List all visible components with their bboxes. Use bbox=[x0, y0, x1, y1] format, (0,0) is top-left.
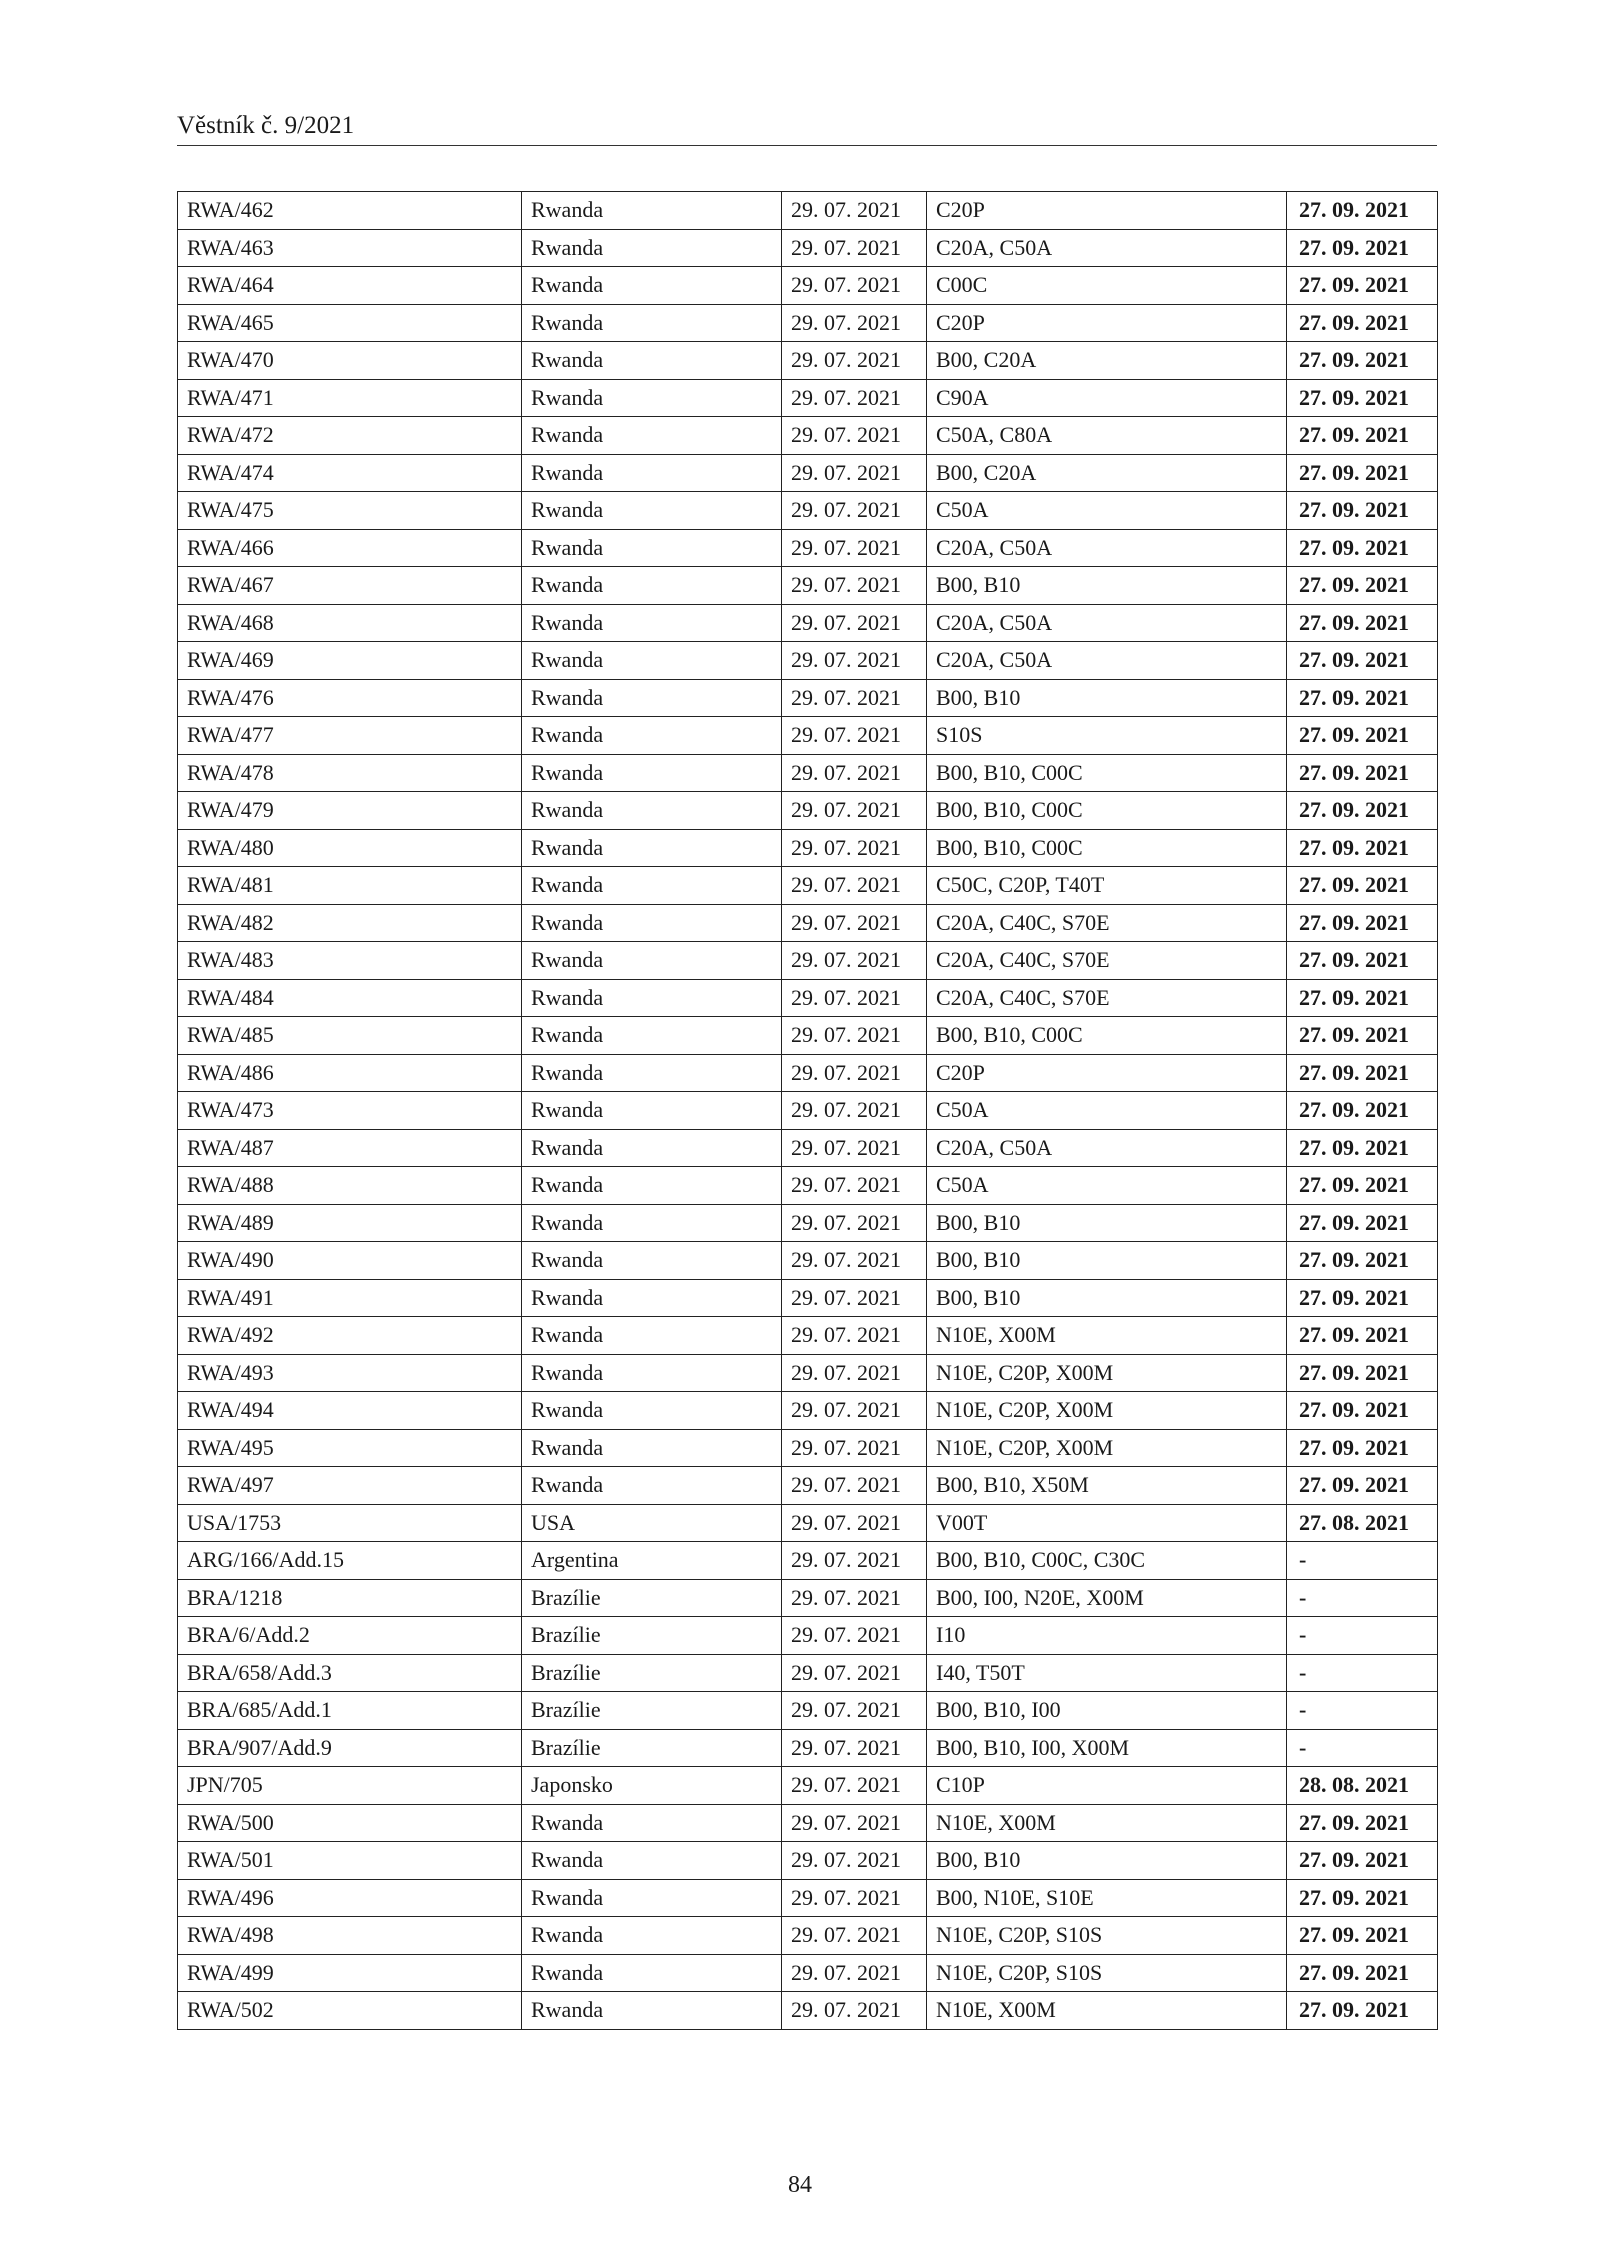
cell-date: 29. 07. 2021 bbox=[782, 754, 927, 792]
cell-country: Brazílie bbox=[522, 1579, 782, 1617]
cell-country: Rwanda bbox=[522, 1842, 782, 1880]
cell-date: 29. 07. 2021 bbox=[782, 1542, 927, 1580]
cell-ics: C20P bbox=[927, 1054, 1287, 1092]
table-row bbox=[178, 1242, 1438, 1280]
cell-deadline: 27. 09. 2021 bbox=[1287, 1467, 1438, 1505]
table-row bbox=[178, 1204, 1438, 1242]
cell-code: RWA/480 bbox=[178, 829, 522, 867]
cell-ics: V00T bbox=[927, 1504, 1287, 1542]
cell-country: Rwanda bbox=[522, 1992, 782, 2030]
cell-deadline: 27. 08. 2021 bbox=[1287, 1504, 1438, 1542]
table-row bbox=[178, 1767, 1438, 1805]
table-row bbox=[178, 229, 1438, 267]
cell-ics: N10E, C20P, S10S bbox=[927, 1954, 1287, 1992]
cell-country: Rwanda bbox=[522, 867, 782, 905]
cell-date: 29. 07. 2021 bbox=[782, 304, 927, 342]
table-row bbox=[178, 379, 1438, 417]
cell-deadline: 27. 09. 2021 bbox=[1287, 1092, 1438, 1130]
cell-ics: B00, B10 bbox=[927, 1842, 1287, 1880]
cell-deadline: 27. 09. 2021 bbox=[1287, 1954, 1438, 1992]
table-row bbox=[178, 1617, 1438, 1655]
cell-code: RWA/462 bbox=[178, 192, 522, 230]
cell-ics: C20A, C50A bbox=[927, 1129, 1287, 1167]
cell-date: 29. 07. 2021 bbox=[782, 1954, 927, 1992]
cell-date: 29. 07. 2021 bbox=[782, 1092, 927, 1130]
cell-country: Brazílie bbox=[522, 1617, 782, 1655]
cell-date: 29. 07. 2021 bbox=[782, 267, 927, 305]
cell-code: RWA/463 bbox=[178, 229, 522, 267]
cell-ics: C20A, C50A bbox=[927, 529, 1287, 567]
cell-code: RWA/471 bbox=[178, 379, 522, 417]
cell-ics: B00, C20A bbox=[927, 342, 1287, 380]
cell-date: 29. 07. 2021 bbox=[782, 904, 927, 942]
cell-country: Rwanda bbox=[522, 904, 782, 942]
cell-date: 29. 07. 2021 bbox=[782, 1654, 927, 1692]
cell-code: BRA/685/Add.1 bbox=[178, 1692, 522, 1730]
cell-date: 29. 07. 2021 bbox=[782, 1767, 927, 1805]
cell-ics: C50A bbox=[927, 1092, 1287, 1130]
table-row bbox=[178, 1729, 1438, 1767]
cell-country: Brazílie bbox=[522, 1654, 782, 1692]
cell-date: 29. 07. 2021 bbox=[782, 342, 927, 380]
cell-code: RWA/474 bbox=[178, 454, 522, 492]
cell-deadline: 27. 09. 2021 bbox=[1287, 979, 1438, 1017]
table-row bbox=[178, 1692, 1438, 1730]
table-row bbox=[178, 1354, 1438, 1392]
cell-code: RWA/477 bbox=[178, 717, 522, 755]
cell-country: Argentina bbox=[522, 1542, 782, 1580]
cell-date: 29. 07. 2021 bbox=[782, 1054, 927, 1092]
table-row bbox=[178, 1017, 1438, 1055]
cell-deadline: 27. 09. 2021 bbox=[1287, 454, 1438, 492]
cell-code: RWA/502 bbox=[178, 1992, 522, 2030]
cell-ics: B00, C20A bbox=[927, 454, 1287, 492]
table-body bbox=[178, 192, 1438, 2030]
cell-country: Rwanda bbox=[522, 1954, 782, 1992]
cell-date: 29. 07. 2021 bbox=[782, 867, 927, 905]
cell-date: 29. 07. 2021 bbox=[782, 1017, 927, 1055]
cell-code: RWA/482 bbox=[178, 904, 522, 942]
cell-country: Rwanda bbox=[522, 267, 782, 305]
cell-country: Rwanda bbox=[522, 192, 782, 230]
table-row bbox=[178, 1054, 1438, 1092]
table-row bbox=[178, 1392, 1438, 1430]
cell-code: RWA/468 bbox=[178, 604, 522, 642]
table-row bbox=[178, 1429, 1438, 1467]
table-row bbox=[178, 1992, 1438, 2030]
cell-code: RWA/500 bbox=[178, 1804, 522, 1842]
cell-country: Rwanda bbox=[522, 1017, 782, 1055]
cell-country: Rwanda bbox=[522, 1467, 782, 1505]
table-row bbox=[178, 792, 1438, 830]
cell-deadline: 27. 09. 2021 bbox=[1287, 604, 1438, 642]
cell-ics: B00, B10 bbox=[927, 1242, 1287, 1280]
cell-ics: C20A, C50A bbox=[927, 229, 1287, 267]
cell-date: 29. 07. 2021 bbox=[782, 1242, 927, 1280]
cell-deadline: 27. 09. 2021 bbox=[1287, 1129, 1438, 1167]
cell-country: Rwanda bbox=[522, 1242, 782, 1280]
table-row bbox=[178, 267, 1438, 305]
table-row bbox=[178, 1317, 1438, 1355]
cell-deadline: 27. 09. 2021 bbox=[1287, 679, 1438, 717]
cell-code: RWA/493 bbox=[178, 1354, 522, 1392]
cell-deadline: 27. 09. 2021 bbox=[1287, 1279, 1438, 1317]
cell-date: 29. 07. 2021 bbox=[782, 454, 927, 492]
cell-date: 29. 07. 2021 bbox=[782, 1617, 927, 1655]
table-row bbox=[178, 1954, 1438, 1992]
cell-date: 29. 07. 2021 bbox=[782, 1917, 927, 1955]
cell-code: RWA/464 bbox=[178, 267, 522, 305]
cell-ics: C20A, C50A bbox=[927, 604, 1287, 642]
table-row bbox=[178, 1167, 1438, 1205]
cell-ics: B00, B10, I00 bbox=[927, 1692, 1287, 1730]
cell-ics: N10E, X00M bbox=[927, 1992, 1287, 2030]
cell-country: Brazílie bbox=[522, 1692, 782, 1730]
cell-date: 29. 07. 2021 bbox=[782, 1804, 927, 1842]
cell-country: Rwanda bbox=[522, 229, 782, 267]
cell-ics: C50C, C20P, T40T bbox=[927, 867, 1287, 905]
cell-date: 29. 07. 2021 bbox=[782, 1879, 927, 1917]
cell-deadline: 27. 09. 2021 bbox=[1287, 342, 1438, 380]
cell-deadline: - bbox=[1287, 1692, 1438, 1730]
cell-code: RWA/472 bbox=[178, 417, 522, 455]
cell-date: 29. 07. 2021 bbox=[782, 792, 927, 830]
cell-country: Rwanda bbox=[522, 454, 782, 492]
journal-header: Věstník č. 9/2021 bbox=[177, 112, 355, 139]
cell-code: ARG/166/Add.15 bbox=[178, 1542, 522, 1580]
table-row bbox=[178, 1542, 1438, 1580]
cell-deadline: 27. 09. 2021 bbox=[1287, 379, 1438, 417]
cell-code: RWA/469 bbox=[178, 642, 522, 680]
cell-code: RWA/498 bbox=[178, 1917, 522, 1955]
cell-ics: N10E, X00M bbox=[927, 1804, 1287, 1842]
cell-ics: S10S bbox=[927, 717, 1287, 755]
cell-code: RWA/492 bbox=[178, 1317, 522, 1355]
cell-deadline: - bbox=[1287, 1542, 1438, 1580]
cell-code: BRA/658/Add.3 bbox=[178, 1654, 522, 1692]
cell-code: RWA/494 bbox=[178, 1392, 522, 1430]
cell-date: 29. 07. 2021 bbox=[782, 1729, 927, 1767]
cell-deadline: 27. 09. 2021 bbox=[1287, 867, 1438, 905]
cell-country: Rwanda bbox=[522, 604, 782, 642]
cell-deadline: - bbox=[1287, 1654, 1438, 1692]
table-row bbox=[178, 342, 1438, 380]
cell-code: RWA/483 bbox=[178, 942, 522, 980]
cell-country: Rwanda bbox=[522, 1167, 782, 1205]
table-row bbox=[178, 1092, 1438, 1130]
table-row bbox=[178, 454, 1438, 492]
table-row bbox=[178, 567, 1438, 605]
cell-ics: C50A bbox=[927, 1167, 1287, 1205]
cell-country: Rwanda bbox=[522, 1317, 782, 1355]
header-rule bbox=[177, 145, 1437, 146]
cell-ics: N10E, C20P, S10S bbox=[927, 1917, 1287, 1955]
table-row bbox=[178, 1467, 1438, 1505]
cell-deadline: 27. 09. 2021 bbox=[1287, 1429, 1438, 1467]
cell-code: BRA/6/Add.2 bbox=[178, 1617, 522, 1655]
cell-code: RWA/465 bbox=[178, 304, 522, 342]
table-row bbox=[178, 1279, 1438, 1317]
cell-country: Japonsko bbox=[522, 1767, 782, 1805]
table-row bbox=[178, 942, 1438, 980]
cell-date: 29. 07. 2021 bbox=[782, 1579, 927, 1617]
cell-country: Rwanda bbox=[522, 342, 782, 380]
cell-country: Rwanda bbox=[522, 1054, 782, 1092]
cell-deadline: 27. 09. 2021 bbox=[1287, 642, 1438, 680]
cell-country: Rwanda bbox=[522, 417, 782, 455]
cell-date: 29. 07. 2021 bbox=[782, 604, 927, 642]
table-row bbox=[178, 1842, 1438, 1880]
cell-country: Rwanda bbox=[522, 304, 782, 342]
table-row bbox=[178, 979, 1438, 1017]
notifications-table bbox=[177, 191, 1438, 2030]
cell-deadline: 27. 09. 2021 bbox=[1287, 567, 1438, 605]
cell-date: 29. 07. 2021 bbox=[782, 492, 927, 530]
cell-ics: C20A, C40C, S70E bbox=[927, 979, 1287, 1017]
cell-ics: B00, B10, C00C bbox=[927, 1017, 1287, 1055]
cell-ics: B00, I00, N20E, X00M bbox=[927, 1579, 1287, 1617]
cell-ics: I40, T50T bbox=[927, 1654, 1287, 1692]
cell-country: Rwanda bbox=[522, 492, 782, 530]
cell-code: RWA/486 bbox=[178, 1054, 522, 1092]
cell-deadline: 27. 09. 2021 bbox=[1287, 792, 1438, 830]
cell-deadline: 27. 09. 2021 bbox=[1287, 1167, 1438, 1205]
cell-ics: B00, B10 bbox=[927, 1204, 1287, 1242]
cell-deadline: 27. 09. 2021 bbox=[1287, 1392, 1438, 1430]
cell-date: 29. 07. 2021 bbox=[782, 1467, 927, 1505]
cell-code: RWA/478 bbox=[178, 754, 522, 792]
cell-code: RWA/488 bbox=[178, 1167, 522, 1205]
cell-code: RWA/497 bbox=[178, 1467, 522, 1505]
cell-code: RWA/501 bbox=[178, 1842, 522, 1880]
cell-deadline: 27. 09. 2021 bbox=[1287, 754, 1438, 792]
cell-date: 29. 07. 2021 bbox=[782, 379, 927, 417]
table-row bbox=[178, 304, 1438, 342]
cell-date: 29. 07. 2021 bbox=[782, 829, 927, 867]
cell-ics: I10 bbox=[927, 1617, 1287, 1655]
table-row bbox=[178, 1879, 1438, 1917]
cell-deadline: 27. 09. 2021 bbox=[1287, 829, 1438, 867]
table-row bbox=[178, 829, 1438, 867]
cell-deadline: 27. 09. 2021 bbox=[1287, 1842, 1438, 1880]
cell-code: JPN/705 bbox=[178, 1767, 522, 1805]
cell-date: 29. 07. 2021 bbox=[782, 1504, 927, 1542]
cell-date: 29. 07. 2021 bbox=[782, 1167, 927, 1205]
cell-code: BRA/1218 bbox=[178, 1579, 522, 1617]
cell-date: 29. 07. 2021 bbox=[782, 529, 927, 567]
cell-country: Rwanda bbox=[522, 1804, 782, 1842]
cell-country: Rwanda bbox=[522, 529, 782, 567]
cell-deadline: 27. 09. 2021 bbox=[1287, 1204, 1438, 1242]
cell-deadline: 27. 09. 2021 bbox=[1287, 1017, 1438, 1055]
cell-code: RWA/489 bbox=[178, 1204, 522, 1242]
table-row bbox=[178, 679, 1438, 717]
cell-deadline: 27. 09. 2021 bbox=[1287, 1992, 1438, 2030]
cell-ics: C20A, C40C, S70E bbox=[927, 942, 1287, 980]
table-row bbox=[178, 604, 1438, 642]
cell-code: RWA/467 bbox=[178, 567, 522, 605]
cell-code: BRA/907/Add.9 bbox=[178, 1729, 522, 1767]
cell-code: RWA/479 bbox=[178, 792, 522, 830]
cell-ics: B00, B10, C00C bbox=[927, 754, 1287, 792]
cell-ics: C90A bbox=[927, 379, 1287, 417]
cell-deadline: 27. 09. 2021 bbox=[1287, 1917, 1438, 1955]
cell-deadline: - bbox=[1287, 1579, 1438, 1617]
cell-deadline: 27. 09. 2021 bbox=[1287, 192, 1438, 230]
cell-ics: B00, N10E, S10E bbox=[927, 1879, 1287, 1917]
cell-country: Rwanda bbox=[522, 1129, 782, 1167]
cell-code: RWA/481 bbox=[178, 867, 522, 905]
cell-country: Rwanda bbox=[522, 754, 782, 792]
cell-country: Rwanda bbox=[522, 1354, 782, 1392]
cell-date: 29. 07. 2021 bbox=[782, 1429, 927, 1467]
cell-deadline: 27. 09. 2021 bbox=[1287, 1879, 1438, 1917]
cell-country: Rwanda bbox=[522, 1879, 782, 1917]
cell-code: RWA/495 bbox=[178, 1429, 522, 1467]
cell-code: RWA/473 bbox=[178, 1092, 522, 1130]
cell-ics: B00, B10, C00C, C30C bbox=[927, 1542, 1287, 1580]
cell-date: 29. 07. 2021 bbox=[782, 1392, 927, 1430]
table-row bbox=[178, 1504, 1438, 1542]
cell-code: RWA/491 bbox=[178, 1279, 522, 1317]
cell-code: RWA/487 bbox=[178, 1129, 522, 1167]
cell-ics: B00, B10, X50M bbox=[927, 1467, 1287, 1505]
cell-ics: C50A bbox=[927, 492, 1287, 530]
cell-code: RWA/470 bbox=[178, 342, 522, 380]
table-row bbox=[178, 717, 1438, 755]
page-number: 84 bbox=[788, 2172, 812, 2198]
cell-ics: B00, B10, I00, X00M bbox=[927, 1729, 1287, 1767]
cell-ics: B00, B10, C00C bbox=[927, 792, 1287, 830]
cell-code: RWA/485 bbox=[178, 1017, 522, 1055]
table-row bbox=[178, 1579, 1438, 1617]
cell-date: 29. 07. 2021 bbox=[782, 1129, 927, 1167]
cell-country: Rwanda bbox=[522, 942, 782, 980]
cell-date: 29. 07. 2021 bbox=[782, 979, 927, 1017]
cell-date: 29. 07. 2021 bbox=[782, 1992, 927, 2030]
table-row bbox=[178, 1129, 1438, 1167]
cell-country: Rwanda bbox=[522, 679, 782, 717]
cell-deadline: 27. 09. 2021 bbox=[1287, 1317, 1438, 1355]
cell-ics: N10E, C20P, X00M bbox=[927, 1392, 1287, 1430]
cell-deadline: - bbox=[1287, 1729, 1438, 1767]
cell-deadline: 27. 09. 2021 bbox=[1287, 942, 1438, 980]
cell-country: USA bbox=[522, 1504, 782, 1542]
cell-deadline: 27. 09. 2021 bbox=[1287, 267, 1438, 305]
table-row bbox=[178, 192, 1438, 230]
cell-date: 29. 07. 2021 bbox=[782, 1354, 927, 1392]
cell-deadline: 27. 09. 2021 bbox=[1287, 904, 1438, 942]
cell-ics: B00, B10, C00C bbox=[927, 829, 1287, 867]
cell-date: 29. 07. 2021 bbox=[782, 1842, 927, 1880]
cell-date: 29. 07. 2021 bbox=[782, 679, 927, 717]
cell-date: 29. 07. 2021 bbox=[782, 229, 927, 267]
cell-date: 29. 07. 2021 bbox=[782, 1317, 927, 1355]
cell-country: Rwanda bbox=[522, 567, 782, 605]
cell-deadline: 27. 09. 2021 bbox=[1287, 1054, 1438, 1092]
cell-deadline: 27. 09. 2021 bbox=[1287, 717, 1438, 755]
cell-country: Rwanda bbox=[522, 792, 782, 830]
cell-ics: C20P bbox=[927, 192, 1287, 230]
cell-ics: C10P bbox=[927, 1767, 1287, 1805]
cell-date: 29. 07. 2021 bbox=[782, 717, 927, 755]
cell-country: Rwanda bbox=[522, 1279, 782, 1317]
table-row bbox=[178, 529, 1438, 567]
cell-deadline: 27. 09. 2021 bbox=[1287, 417, 1438, 455]
cell-code: RWA/499 bbox=[178, 1954, 522, 1992]
table-row bbox=[178, 867, 1438, 905]
cell-code: RWA/466 bbox=[178, 529, 522, 567]
cell-ics: C00C bbox=[927, 267, 1287, 305]
cell-code: RWA/484 bbox=[178, 979, 522, 1017]
cell-country: Rwanda bbox=[522, 1204, 782, 1242]
cell-deadline: 28. 08. 2021 bbox=[1287, 1767, 1438, 1805]
cell-country: Rwanda bbox=[522, 1429, 782, 1467]
table-row bbox=[178, 904, 1438, 942]
cell-deadline: 27. 09. 2021 bbox=[1287, 1804, 1438, 1842]
cell-code: USA/1753 bbox=[178, 1504, 522, 1542]
cell-country: Rwanda bbox=[522, 829, 782, 867]
table-row bbox=[178, 1654, 1438, 1692]
cell-ics: B00, B10 bbox=[927, 567, 1287, 605]
cell-date: 29. 07. 2021 bbox=[782, 192, 927, 230]
cell-country: Brazílie bbox=[522, 1729, 782, 1767]
cell-ics: B00, B10 bbox=[927, 679, 1287, 717]
table-row bbox=[178, 417, 1438, 455]
cell-deadline: 27. 09. 2021 bbox=[1287, 492, 1438, 530]
cell-deadline: 27. 09. 2021 bbox=[1287, 1242, 1438, 1280]
cell-ics: N10E, C20P, X00M bbox=[927, 1429, 1287, 1467]
cell-ics: C20P bbox=[927, 304, 1287, 342]
cell-ics: B00, B10 bbox=[927, 1279, 1287, 1317]
cell-ics: N10E, C20P, X00M bbox=[927, 1354, 1287, 1392]
table-row bbox=[178, 492, 1438, 530]
cell-ics: C20A, C40C, S70E bbox=[927, 904, 1287, 942]
cell-date: 29. 07. 2021 bbox=[782, 642, 927, 680]
cell-deadline: 27. 09. 2021 bbox=[1287, 1354, 1438, 1392]
cell-country: Rwanda bbox=[522, 1392, 782, 1430]
cell-ics: C50A, C80A bbox=[927, 417, 1287, 455]
cell-code: RWA/490 bbox=[178, 1242, 522, 1280]
cell-deadline: 27. 09. 2021 bbox=[1287, 529, 1438, 567]
cell-deadline: 27. 09. 2021 bbox=[1287, 229, 1438, 267]
cell-country: Rwanda bbox=[522, 979, 782, 1017]
cell-ics: N10E, X00M bbox=[927, 1317, 1287, 1355]
cell-date: 29. 07. 2021 bbox=[782, 942, 927, 980]
cell-ics: C20A, C50A bbox=[927, 642, 1287, 680]
cell-deadline: 27. 09. 2021 bbox=[1287, 304, 1438, 342]
cell-date: 29. 07. 2021 bbox=[782, 417, 927, 455]
table-row bbox=[178, 1917, 1438, 1955]
cell-code: RWA/476 bbox=[178, 679, 522, 717]
table-row bbox=[178, 642, 1438, 680]
cell-date: 29. 07. 2021 bbox=[782, 1279, 927, 1317]
cell-date: 29. 07. 2021 bbox=[782, 1692, 927, 1730]
cell-code: RWA/496 bbox=[178, 1879, 522, 1917]
cell-date: 29. 07. 2021 bbox=[782, 1204, 927, 1242]
cell-code: RWA/475 bbox=[178, 492, 522, 530]
cell-country: Rwanda bbox=[522, 642, 782, 680]
cell-deadline: - bbox=[1287, 1617, 1438, 1655]
cell-date: 29. 07. 2021 bbox=[782, 567, 927, 605]
cell-country: Rwanda bbox=[522, 1917, 782, 1955]
table-row bbox=[178, 1804, 1438, 1842]
cell-country: Rwanda bbox=[522, 379, 782, 417]
cell-country: Rwanda bbox=[522, 717, 782, 755]
table-row bbox=[178, 754, 1438, 792]
cell-country: Rwanda bbox=[522, 1092, 782, 1130]
